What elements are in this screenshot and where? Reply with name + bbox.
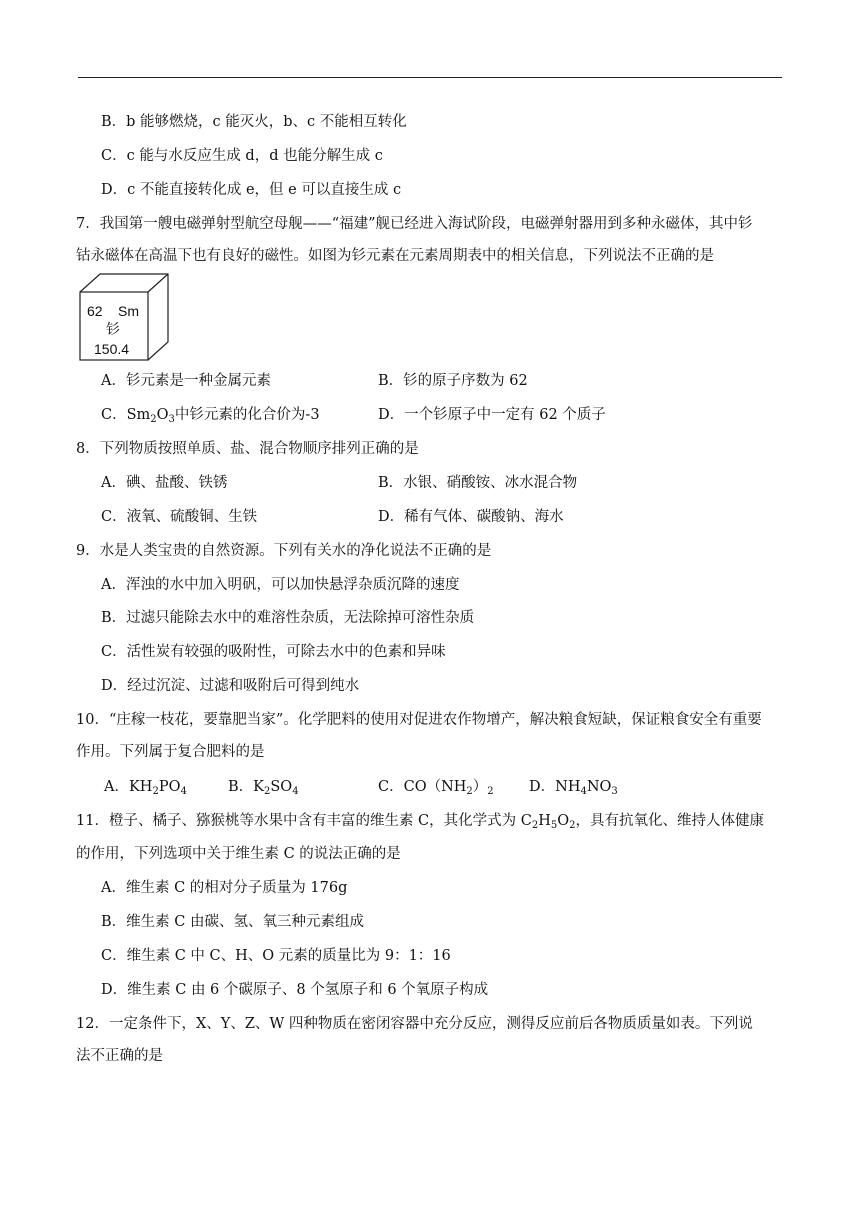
q7-stem-line1: 7．我国第一艘电磁弹射型航空母舰——“福建”舰已经进入海试阶段，电磁弹射器用到多种永磁体，其中钐 xyxy=(76,216,753,232)
q12-stem-line1: 12．一定条件下，X、Y、Z、W 四种物质在密闭容器中充分反应，测得反应前后各物质质量如表。下列说 xyxy=(76,1016,753,1032)
element-name: 钐 xyxy=(106,322,120,338)
q11-option-c[interactable]: C．维生素 C 中 C、H、O 元素的质量比为 9：1：16 xyxy=(101,948,451,964)
q8-option-b[interactable]: B．水银、硝酸铵、冰水混合物 xyxy=(378,475,578,491)
q8-option-c[interactable]: C．液氧、硫酸铜、生铁 xyxy=(101,509,258,525)
element-symbol: Sm xyxy=(118,303,139,319)
q12-stem-line2: 法不正确的是 xyxy=(76,1048,163,1064)
q7-stem-line2: 钴永磁体在高温下也有良好的磁性。如图为钐元素在元素周期表中的相关信息，下列说法不正确的是 xyxy=(76,248,714,264)
q11-option-b[interactable]: B．维生素 C 由碳、氢、氧三种元素组成 xyxy=(101,914,364,930)
q9-option-a[interactable]: A．浑浊的水中加入明矾，可以加快悬浮杂质沉降的速度 xyxy=(101,577,460,593)
element-card-samarium xyxy=(78,272,170,364)
q6-option-c[interactable]: C．c 能与水反应生成 d，d 也能分解生成 c xyxy=(101,148,383,164)
q10-stem-line2: 作用。下列属于复合肥料的是 xyxy=(76,744,265,760)
q11-stem-line1: 11．橙子、橘子、猕猴桃等水果中含有丰富的维生素 C，其化学式为 $C_2H_5O_2$，具有抗氧化、维持人体健康 xyxy=(76,813,765,831)
q9-option-d[interactable]: D．经过沉淀、过滤和吸附后可得到纯水 xyxy=(101,678,360,694)
q7-option-c[interactable]: C．$Sm_2O_3$中钐元素的化合价为-3 xyxy=(101,407,320,425)
q10-option-d[interactable]: D．$NH_4NO_3$ xyxy=(529,779,618,797)
q10-stem-line1: 10．“庄稼一枝花，要靠肥当家”。化学肥料的使用对促进农作物增产，解决粮食短缺，保证粮食安全有重要 xyxy=(76,712,762,728)
q7-option-d[interactable]: D．一个钐原子中一定有 62 个质子 xyxy=(378,407,606,423)
q11-stem-line2: 的作用，下列选项中关于维生素 C 的说法正确的是 xyxy=(76,846,401,862)
q8-stem: 8．下列物质按照单质、盐、混合物顺序排列正确的是 xyxy=(76,441,419,457)
q10-option-b[interactable]: B．$K_2SO_4$ xyxy=(228,779,299,797)
q7-option-a[interactable]: A．钐元素是一种金属元素 xyxy=(101,373,271,389)
q10-option-a[interactable]: A．$KH_2PO_4$ xyxy=(104,779,187,797)
q6-option-d[interactable]: D．c 不能直接转化成 e，但 e 可以直接生成 c xyxy=(101,182,402,198)
q6-option-b[interactable]: B．b 能够燃烧，c 能灭火，b、c 不能相互转化 xyxy=(101,114,407,130)
q8-option-a[interactable]: A．碘、盐酸、铁锈 xyxy=(101,475,228,491)
q9-option-c[interactable]: C．活性炭有较强的吸附性，可除去水中的色素和异味 xyxy=(101,644,446,660)
q9-option-b[interactable]: B．过滤只能除去水中的难溶性杂质，无法除掉可溶性杂质 xyxy=(101,610,475,626)
header-rule xyxy=(78,77,782,78)
q7-option-b[interactable]: B．钐的原子序数为 62 xyxy=(378,373,528,389)
element-atomic-mass: 150.4 xyxy=(94,341,130,357)
q11-option-a[interactable]: A．维生素 C 的相对分子质量为 176g xyxy=(101,880,348,896)
q8-option-d[interactable]: D．稀有气体、碳酸钠、海水 xyxy=(378,509,564,525)
q9-stem: 9．水是人类宝贵的自然资源。下列有关水的净化说法不正确的是 xyxy=(76,543,492,559)
element-atomic-number: 62 xyxy=(87,303,103,319)
q11-option-d[interactable]: D．维生素 C 由 6 个碳原子、8 个氢原子和 6 个氧原子构成 xyxy=(101,982,489,998)
q10-option-c[interactable]: C．$CO(NH_2)_2$ xyxy=(378,779,494,797)
